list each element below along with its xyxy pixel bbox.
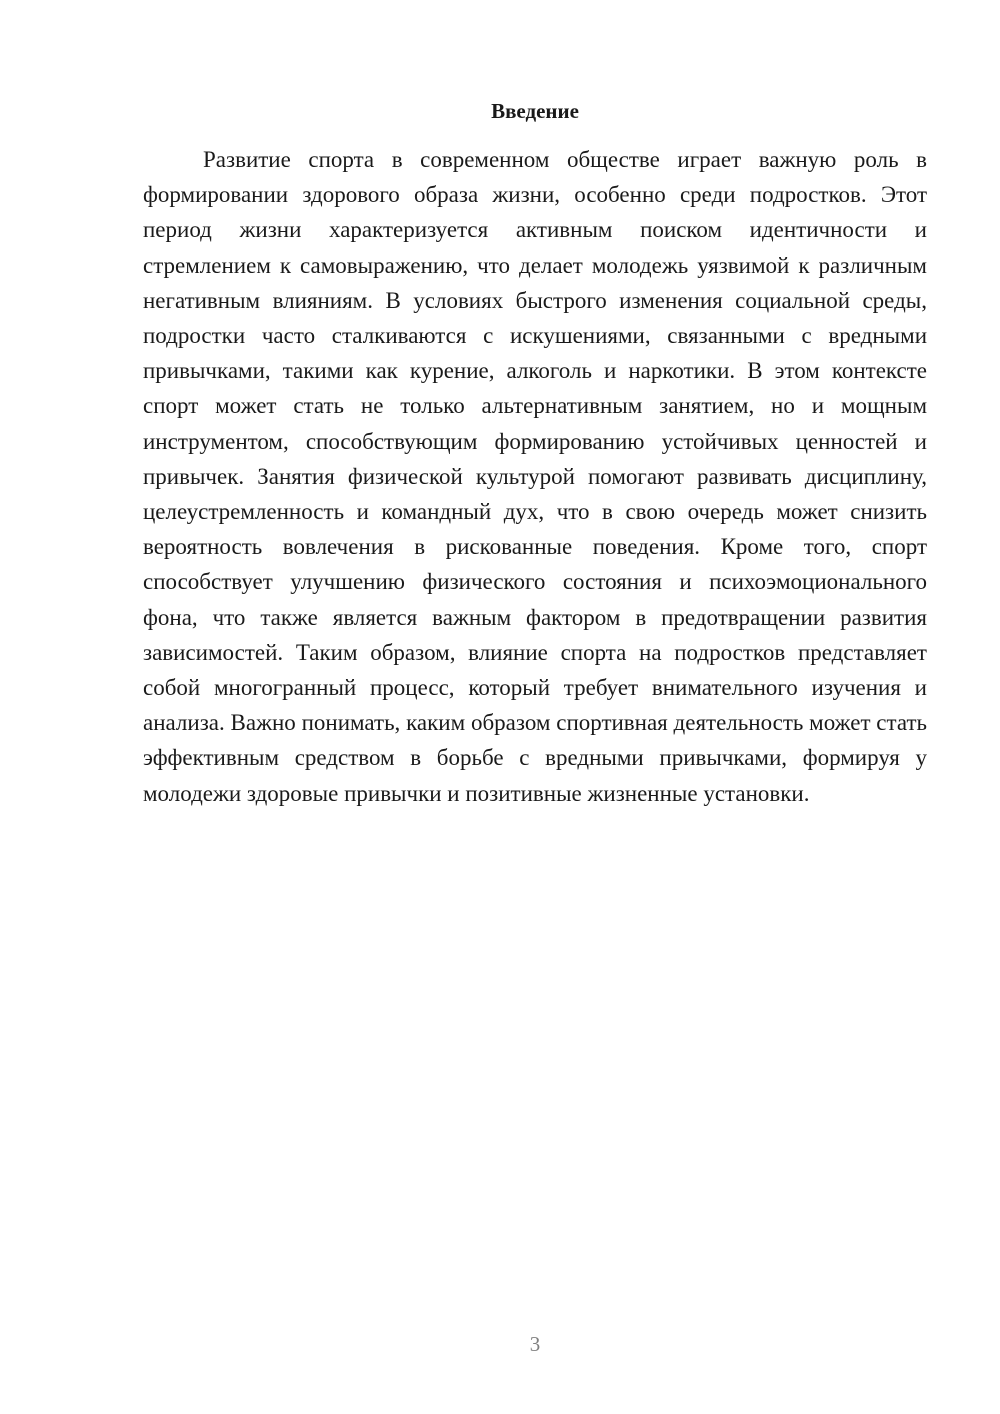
body-paragraph: Развитие спорта в современном обществе играет важную роль в формировании здорового образа жизни, особенно среди подростков. Этот период жизни характеризуется активным поиском идентичности и стремлением к самовыражению, что делает молодежь уязвимой к различным негативным влияниям. В условиях быстрого изменения социальной среды, подростки часто сталкиваются с искушениями, связанными с вредными привычками, такими как курение, алкоголь и наркотики. В этом контексте спорт может стать не только альтернативным занятием, но и мощным инструментом, способствующим формированию устойчивых ценностей и привычек. Занятия физической культурой помогают развивать дисциплину, целеустремленность и командный дух, что в свою очередь может снизить вероятность вовлечения в рискованные поведения. Кроме того, спорт способствует улучшению физического состояния и психоэмоционального фона, что также является важным фактором в предотвращении развития зависимостей. Таким образом, влияние спорта на подростков представляет собой многогранный процесс, который требует внимательного изучения и анализа. Важно понимать, каким образом спортивная деятельность может стать эффективным средством в борьбе с вредными привычками, формируя у молодежи здоровые привычки и позитивные жизненные установки. — [143, 147, 927, 806]
page-number: 3 — [529, 1332, 541, 1356]
section-heading: Введение — [491, 99, 579, 123]
